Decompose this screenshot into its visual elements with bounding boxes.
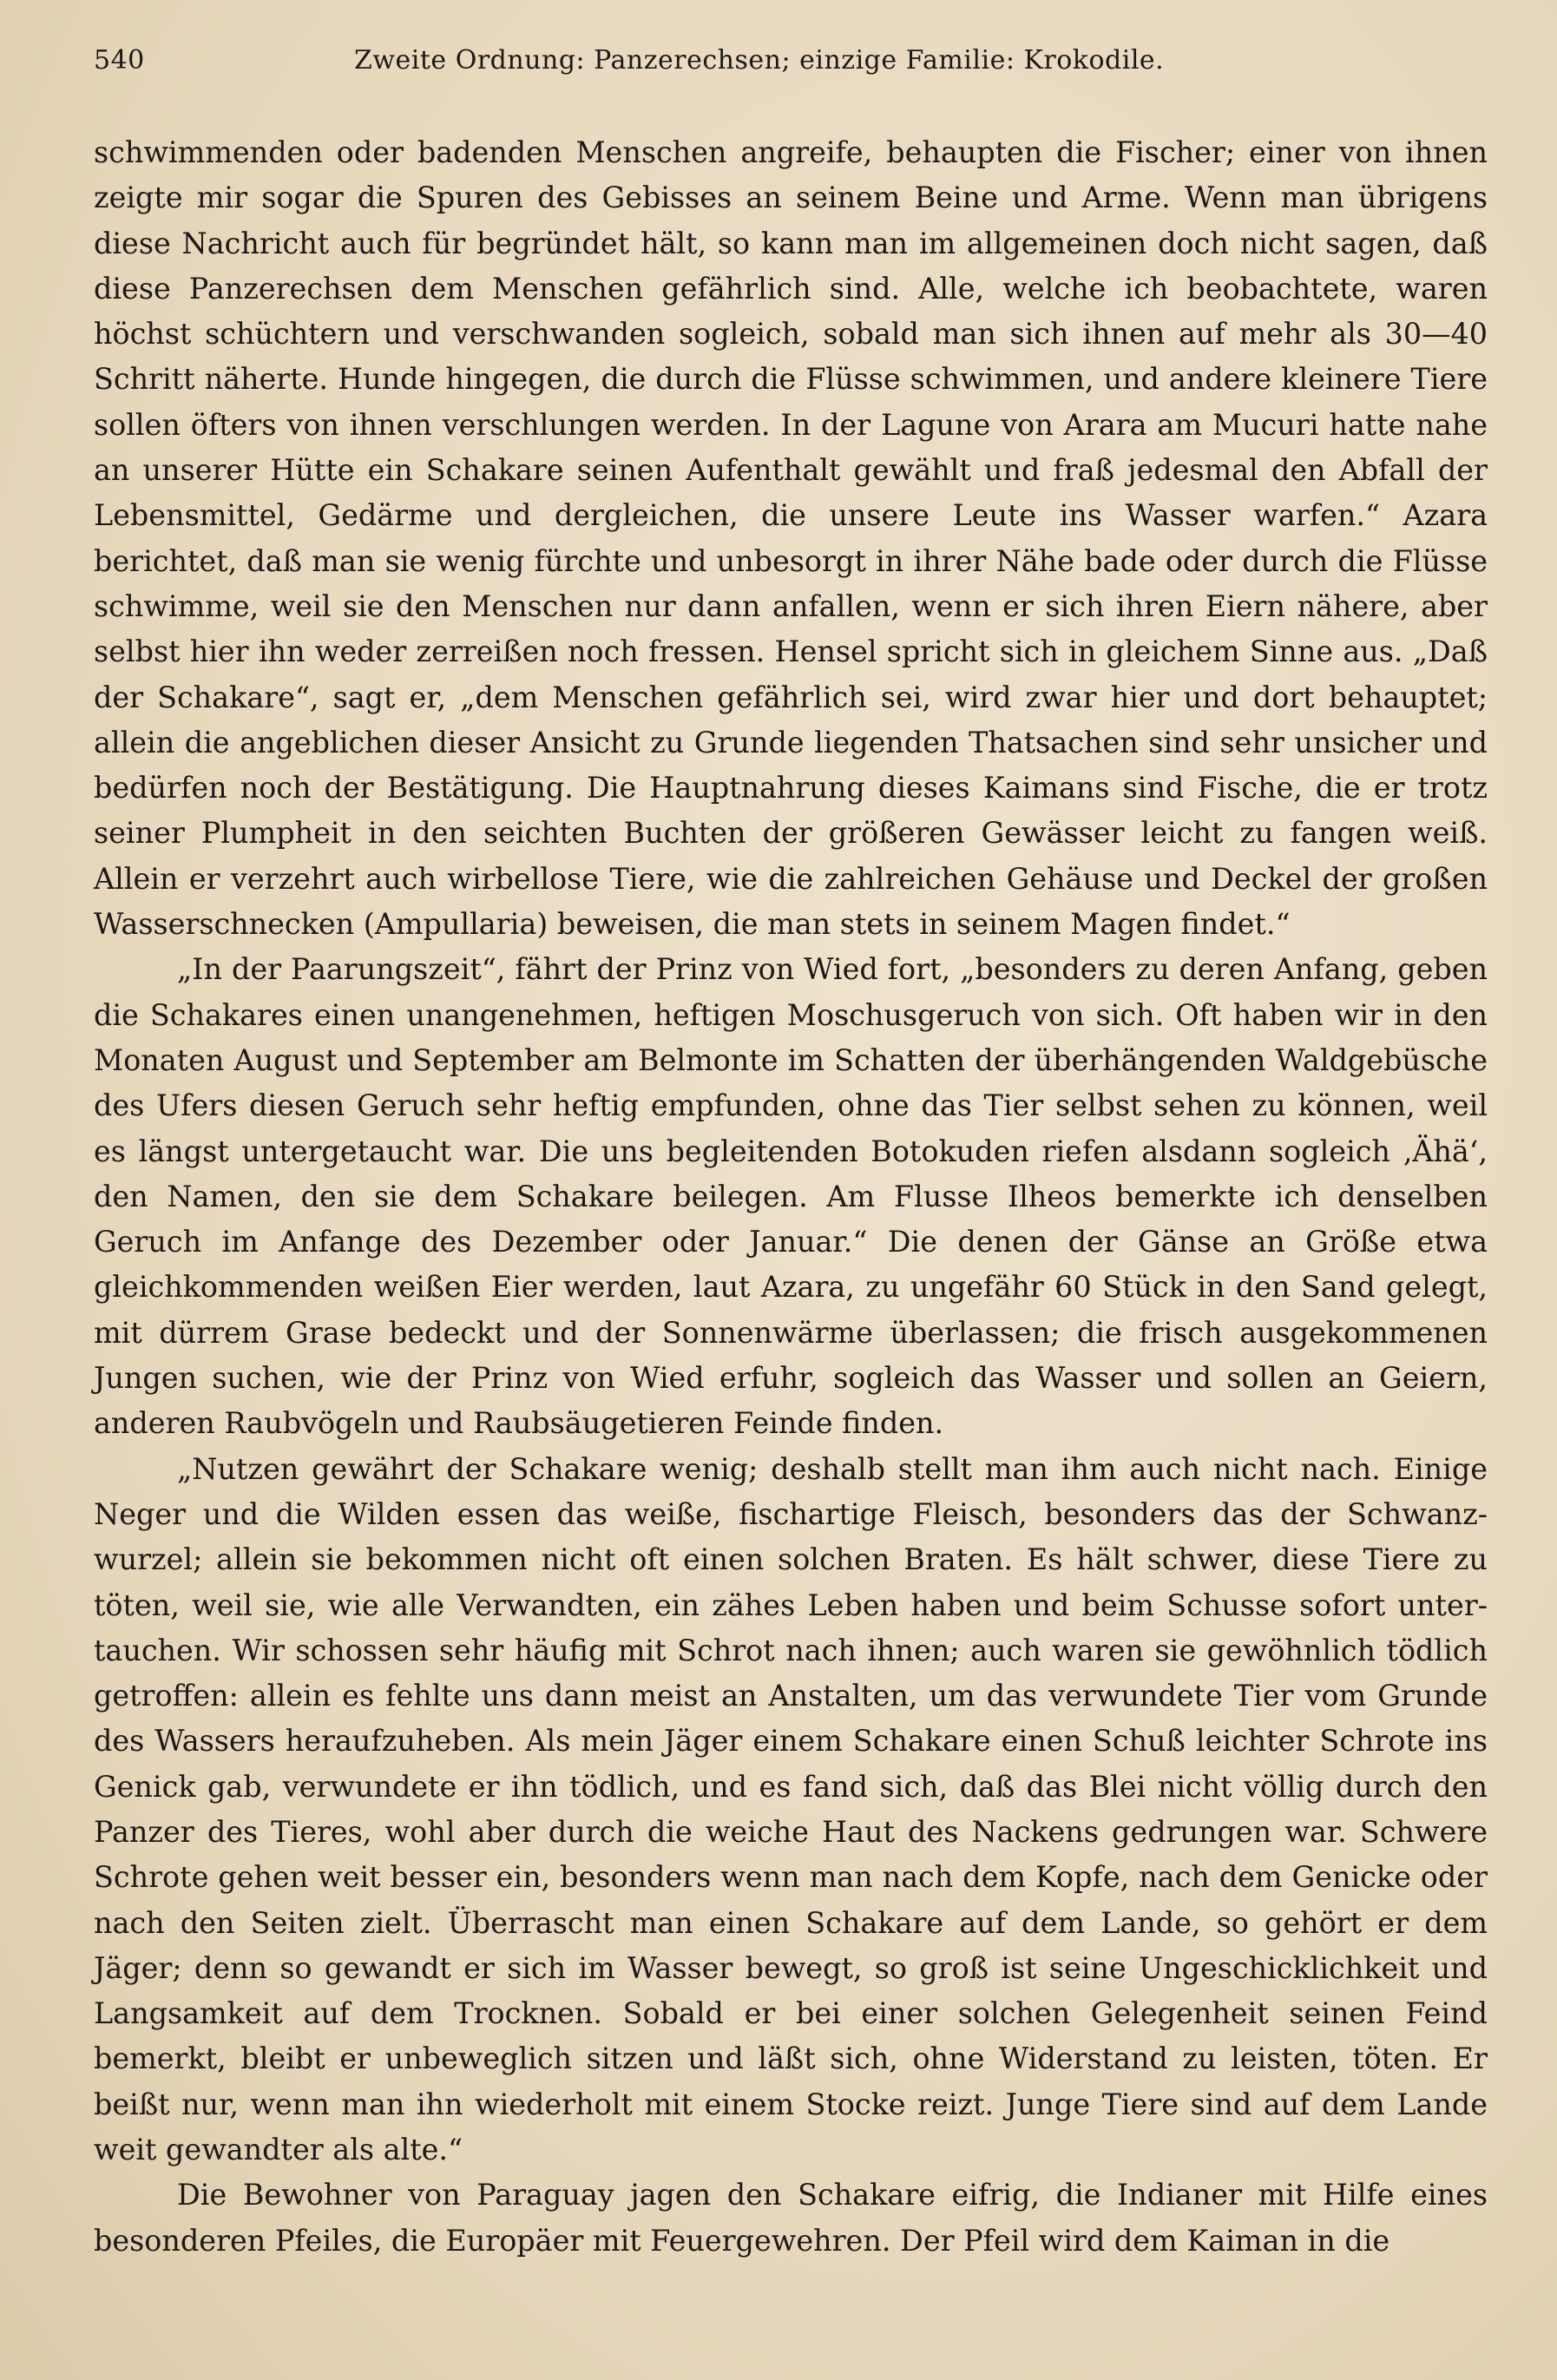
- paragraph: „Nutzen gewährt der Schakare wenig; deshalb stellt man ihm auch nicht nach. Einige Neger und die Wilden essen das weiße, fischartige Fleisch, besonders das der Schwanzwurzel; allein sie bekommen nicht oft einen solchen Braten. Es hält schwer, diese Tiere zu töten, weil sie, wie alle Verwandten, ein zähes Leben haben und beim Schusse sofort untertauchen. Wir schossen sehr häufig mit Schrot nach ihnen; auch waren sie gewöhnlich tödlich getroffen: allein es fehlte uns dann meist an Anstalten, um das verwundete Tier vom Grunde des Wassers heraufzuheben. Als mein Jäger einem Schakare einen Schuß leichter Schrote ins Genick gab, verwundete er ihn tödlich, und es fand sich, daß das Blei nicht völlig durch den Panzer des Tieres, wohl aber durch die weiche Haut des Nackens gedrungen war. Schwere Schrote gehen weit besser ein, besonders wenn man nach dem Kopfe, nach dem Genicke oder nach den Seiten zielt. Überrascht man einen Schakare auf dem Lande, so gehört er dem Jäger; denn so gewandt er sich im Wasser bewegt, so groß ist seine Ungeschicklichkeit und Langsamkeit auf dem Trocknen. Sobald er bei einer solchen Gelegenheit seinen Feind bemerkt, bleibt er unbeweglich sitzen und läßt sich, ohne Widerstand zu leisten, töten. Er beißt nur, wenn man ihn wiederholt mit einem Stocke reizt. Junge Tiere sind auf dem Lande weit gewandter als alte.“: [94, 1451, 1488, 2167]
- body-text: [94, 130, 1488, 2264]
- running-head: [94, 45, 1488, 95]
- paragraph: „In der Paarungszeit“, fährt der Prinz von Wied fort, „besonders zu deren Anfang, geben die Schakares einen unangenehmen, heftigen Moschusgeruch von sich. Oft haben wir in den Monaten August und September am Belmonte im Schatten der überhängenden Waldgebüsche des Ufers diesen Geruch sehr heftig empfunden, ohne das Tier selbst sehen zu können, weil es längst untergetaucht war. Die uns begleitenden Botokuden riefen alsdann sogleich ‚Ähä‘, den Namen, den sie dem Schakare beilegen. Am Flusse Ilheos bemerkte ich denselben Geruch im Anfange des Dezember oder Januar.“ Die denen der Gänse an Größe etwa gleichkommenden weißen Eier werden, laut Azara, zu ungefähr 60 Stück in den Sand gelegt, mit dürrem Grase bedeckt und der Sonnenwärme überlassen; die frisch ausgekommenen Jungen suchen, wie der Prinz von Wied erfuhr, sogleich das Wasser und sollen an Geiern, anderen Raubvögeln und Raubsäugetieren Feinde finden.: [94, 952, 1488, 1441]
- page-number: 540: [94, 45, 145, 76]
- running-title: Zweite Ordnung: Panzerechsen; einzige Familie: Krokodile.: [354, 45, 1165, 76]
- paragraph: schwimmenden oder badenden Menschen angreife, behaupten die Fischer; einer von ihnen zeigte mir sogar die Spuren des Gebisses an seinem Beine und Arme. Wenn man übrigens diese Nachricht auch für begründet hält, so kann man im allgemeinen doch nicht sagen, daß diese Panzerechsen dem Menschen gefährlich sind. Alle, welche ich beobachtete, waren höchst schüchtern und verschwanden sogleich, sobald man sich ihnen auf mehr als 30—40 Schritt näherte. Hunde hingegen, die durch die Flüsse schwimmen, und andere kleinere Tiere sollen öfters von ihnen verschlungen werden. In der Lagune von Arara am Mucuri hatte nahe an unserer Hütte ein Schakare seinen Aufenthalt gewählt und fraß jedesmal den Abfall der Lebensmittel, Gedärme und dergleichen, die unsere Leute ins Wasser warfen.“ Azara berichtet, daß man sie wenig fürchte und unbesorgt in ihrer Nähe bade oder durch die Flüsse schwimme, weil sie den Menschen nur dann anfallen, wenn er sich ihren Eiern nähere, aber selbst hier ihn weder zerreißen noch fressen. Hensel spricht sich in gleichem Sinne aus. „Daß der Schakare“, sagt er, „dem Menschen gefährlich sei, wird zwar hier und dort behauptet; allein die angeblichen dieser Ansicht zu Grunde liegenden Thatsachen sind sehr unsicher und bedürfen noch der Bestätigung. Die Hauptnahrung dieses Kaimans sind Fische, die er trotz seiner Plumpheit in den seichten Buchten der größeren Gewässer leicht zu fangen weiß. Allein er verzehrt auch wirbellose Tiere, wie die zahlreichen Gehäuse und Deckel der großen Wasserschnecken (Ampullaria) beweisen, die man stets in seinem Magen findet.“: [94, 135, 1488, 942]
- paragraph: Die Bewohner von Paraguay jagen den Schakare eifrig, die Indianer mit Hilfe eines besonderen Pfeiles, die Europäer mit Feuergewehren. Der Pfeil wird dem Kaiman in die: [94, 2178, 1488, 2258]
